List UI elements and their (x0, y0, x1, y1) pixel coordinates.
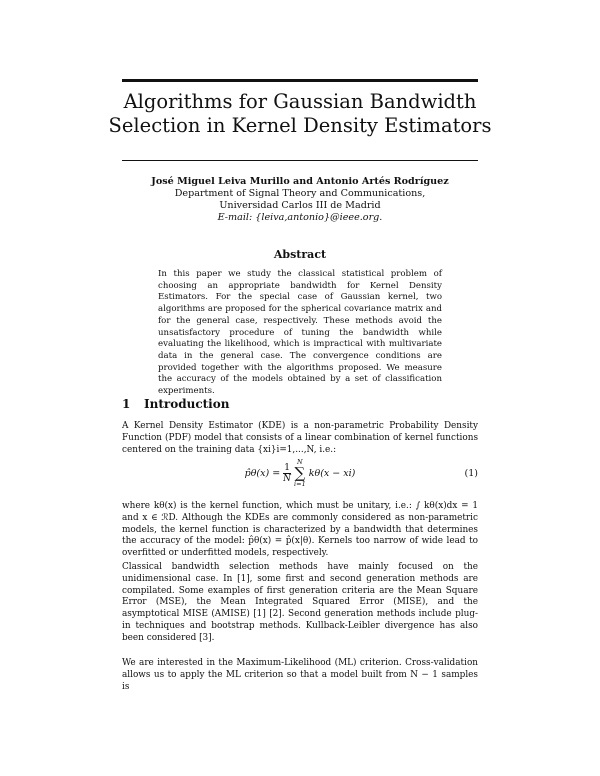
title-line-2: Selection in Kernel Density Estimators (108, 114, 492, 137)
author-email-line (100, 212, 500, 224)
paper-title (100, 90, 500, 138)
section-heading (122, 397, 229, 411)
paragraph-2: where kθ(x) is the kernel function, which must be unitary, i.e.: ∫ kθ(x)dx = 1 and x ∈ ℛD. Although the KDEs are commonly considered as non-parametric models, the kernel function is characterized by a bandwidth that determines the accuracy of the model: p̂θ(x) = p̂(x|θ). Kernels too narrow of wide lead to overfitted or underfitted models, respectively. (122, 501, 478, 559)
equation-fraction (283, 463, 291, 484)
equation-rhs: kθ(x − xi) (308, 467, 356, 479)
sum-symbol: ∑ (294, 464, 306, 482)
equation-1 (122, 458, 478, 490)
fraction-numerator: 1 (284, 462, 290, 473)
email-address: {leiva,antonio}@ieee.org. (255, 212, 383, 223)
author-department: Department of Signal Theory and Communications, (174, 188, 426, 199)
summation (294, 458, 306, 488)
section-title: Introduction (144, 397, 230, 411)
abstract-text: In this paper we study the classical statistical problem of choosing an appropriate bandwidth for Kernel Density Estimators. For the special case of Gaussian kernel, two algorithms are proposed for the spherical covariance matrix and for the general case, respectively. These methods avoid the unsatisfactory procedure of tuning the bandwidth while evaluating the likelihood, which is impractical with multivariate data in the general case. The convergence conditions are provided together with the algorithms proposed. We measure the accuracy of the models obtained by a set of classification experiments. (158, 269, 442, 397)
paragraph-1: A Kernel Density Estimator (KDE) is a non-parametric Probability Density Function (PDF) model that consists of a linear combination of kernel functions centered on the training data {xi}i=1,...,N, i.e.: (122, 421, 478, 455)
email-label: E-mail: (217, 212, 253, 223)
abstract-heading: Abstract (273, 248, 327, 261)
paragraph-4: We are interested in the Maximum-Likelihood (ML) criterion. Cross-validation allows us to apply the ML criterion so that a model built from N − 1 samples is (122, 658, 478, 692)
equation-lhs: p̂θ(x) = (244, 467, 281, 479)
author-university: Universidad Carlos III de Madrid (219, 200, 381, 211)
fraction-denominator: N (283, 473, 292, 484)
title-rule-top (122, 79, 478, 82)
sum-lower-limit: i=1 (294, 480, 306, 488)
author-block (100, 176, 500, 224)
paragraph-3: Classical bandwidth selection methods have mainly focused on the unidimensional case. In [1], some first and second generation methods are compilated. Some examples of first generation criteria are the Mean Square Error (MSE), the Mean Integrated Squared Error (MISE), and the asymptotical MISE (AMISE) [1] [2]. Second generation methods include plug-in techniques and bootstrap methods. Kullback-Leibler divergence has also been considered [3]. (122, 562, 478, 643)
equation-number: (1) (464, 468, 478, 479)
sum-upper-limit: N (297, 458, 303, 466)
title-rule-bottom (122, 160, 478, 161)
author-names: José Miguel Leiva Murillo and Antonio Artés Rodríguez (151, 176, 449, 187)
section-number: 1 (122, 397, 131, 411)
title-line-1: Algorithms for Gaussian Bandwidth (123, 90, 477, 113)
